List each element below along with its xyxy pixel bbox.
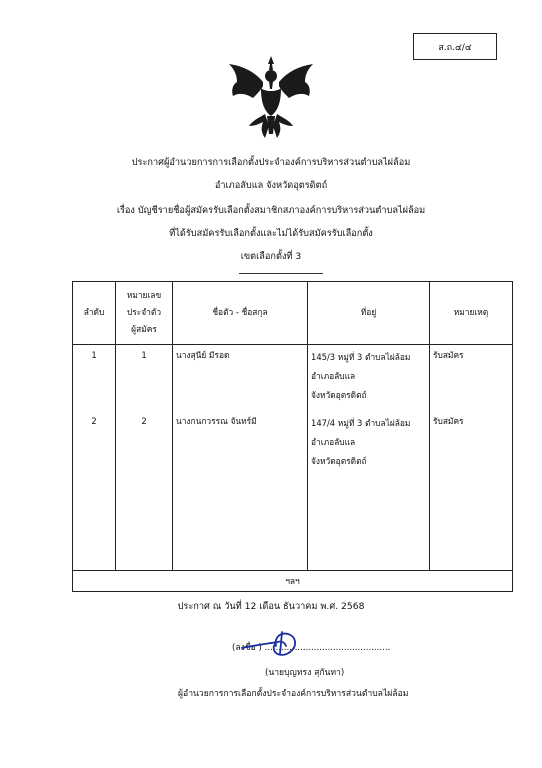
district-line: อำเภอลับแล จังหวัดอุตรดิตถ์	[214, 180, 328, 191]
garuda-emblem-icon	[225, 54, 317, 142]
signatory-position: ผู้อำนวยการการเลือกตั้งประจำองค์การบริหารส่วนตำบลไผ่ล้อม	[178, 689, 409, 699]
subject-line-2: ที่ได้รับสมัครรับเลือกตั้งและไม่ได้รับสมัครรับเลือกตั้ง	[169, 228, 373, 239]
row-name: นางกนกวรรณ จันทร์มี	[176, 416, 257, 426]
header-order: ลำดับ	[83, 307, 105, 317]
header-name: ชื่อตัว - ชื่อสกุล	[212, 307, 268, 317]
header-candidate-no: หมายเลข ประจำตัว ผู้สมัคร	[126, 290, 162, 334]
row-remark: รับสมัคร	[433, 350, 464, 360]
announcement-date: ประกาศ ณ วันที่ 12 เดือน ธันวาคม พ.ศ. 2568	[177, 601, 365, 612]
row-candidate-no: 1	[141, 350, 147, 360]
row-address: 145/3 หมู่ที่ 3 ตำบลไผ่ล้อม อำเภอลับแล จังหวัดอุตรดิตถ์	[311, 352, 411, 400]
announcement-title: ประกาศผู้อำนวยการการเลือกตั้งประจำองค์การบริหารส่วนตำบลไผ่ล้อม	[131, 157, 411, 168]
row-candidate-no: 2	[141, 416, 147, 426]
header-address: ที่อยู่	[360, 307, 377, 317]
sign-label: (ลงชื่อ )	[232, 643, 262, 653]
form-code-box	[413, 33, 497, 60]
footer-divider	[73, 570, 512, 571]
table-footer-etc: ฯลฯ	[285, 576, 300, 586]
header-divider	[73, 344, 512, 345]
column-divider	[172, 282, 173, 570]
row-order: 2	[91, 416, 97, 426]
row-address: 147/4 หมู่ที่ 3 ตำบลไผ่ล้อม อำเภอลับแล จังหวัดอุตรดิตถ์	[311, 418, 411, 466]
signature-dots: ..............................................	[264, 643, 391, 653]
column-divider	[307, 282, 308, 570]
row-order: 1	[91, 350, 97, 360]
title-divider	[239, 273, 323, 274]
header-remark: หมายเหตุ	[453, 307, 489, 317]
row-remark: รับสมัคร	[433, 416, 464, 426]
row-name: นางสุนีย์ มีรอด	[176, 350, 230, 360]
signatory-name: (นายบุญทรง สุกันทา)	[265, 668, 345, 678]
electoral-zone: เขตเลือกตั้งที่ 3	[240, 251, 302, 262]
subject-line: เรื่อง บัญชีรายชื่อผู้สมัครรับเลือกตั้งสมาชิกสภาองค์การบริหารส่วนตำบลไผ่ล้อม	[116, 205, 426, 216]
column-divider	[429, 282, 430, 570]
candidates-table	[72, 281, 513, 592]
form-code: ส.ถ.๔/๔	[438, 42, 472, 53]
handwritten-signature-icon	[238, 626, 304, 660]
